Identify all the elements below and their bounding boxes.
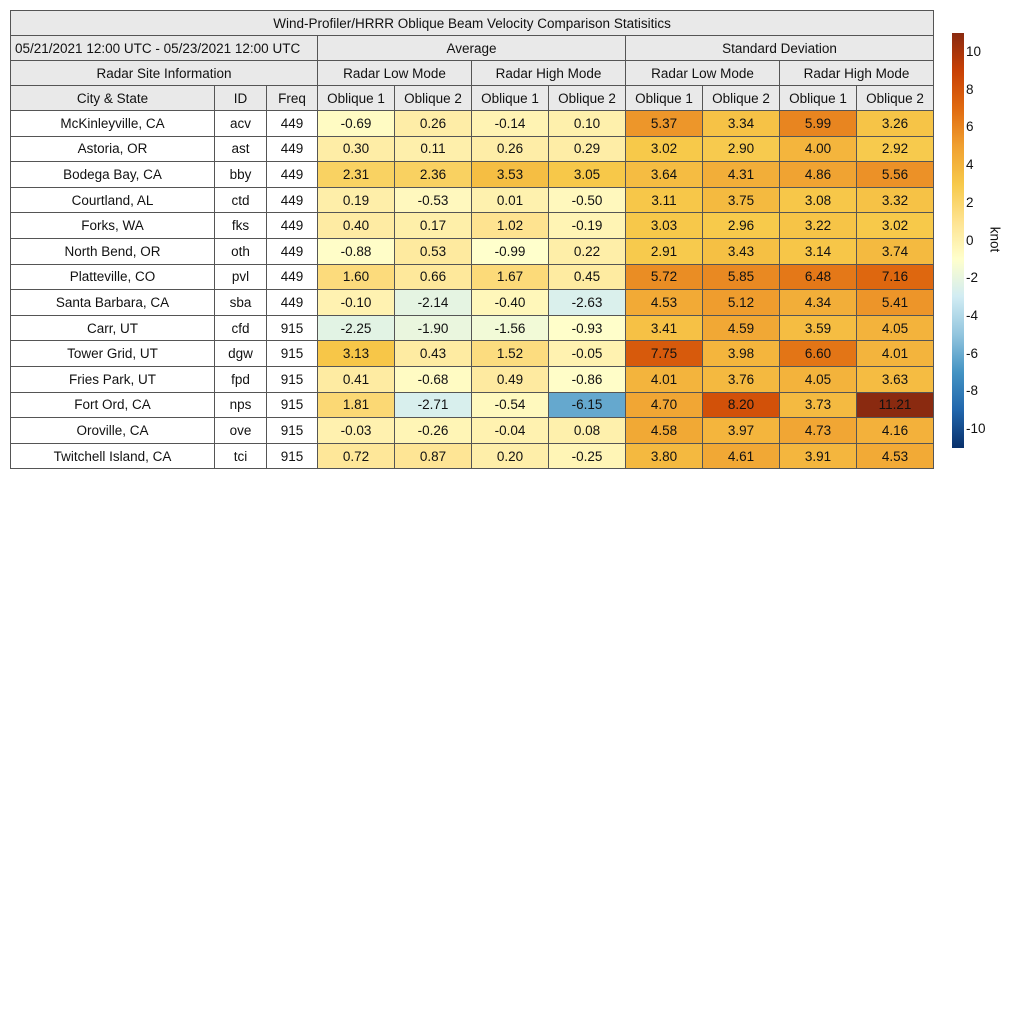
col-oblique2-header: Oblique 2	[395, 86, 472, 111]
col-city-header: City & State	[11, 86, 215, 111]
value-cell: 3.03	[626, 213, 703, 239]
value-cell: 5.12	[703, 290, 780, 316]
group-std-header: Standard Deviation	[626, 36, 934, 61]
value-cell: 0.30	[318, 136, 395, 162]
colorbar-tick-label: 0	[966, 232, 974, 248]
value-cell: -0.86	[549, 366, 626, 392]
value-cell: 3.53	[472, 162, 549, 188]
value-cell: -2.71	[395, 392, 472, 418]
value-cell: -0.25	[549, 443, 626, 469]
value-cell: 1.02	[472, 213, 549, 239]
value-cell: 4.31	[703, 162, 780, 188]
table-row	[11, 315, 934, 341]
date-range: 05/21/2021 12:00 UTC - 05/23/2021 12:00 UTC	[11, 36, 318, 61]
table-row	[11, 392, 934, 418]
avg-high-mode-header: Radar High Mode	[472, 61, 626, 86]
value-cell: -0.03	[318, 418, 395, 444]
site-city-cell: Forks, WA	[11, 213, 215, 239]
site-id-cell: ast	[215, 136, 267, 162]
value-cell: 0.49	[472, 366, 549, 392]
site-id-cell: oth	[215, 238, 267, 264]
value-cell: -2.25	[318, 315, 395, 341]
value-cell: 3.08	[780, 187, 857, 213]
value-cell: 3.75	[703, 187, 780, 213]
value-cell: -6.15	[549, 392, 626, 418]
value-cell: 4.34	[780, 290, 857, 316]
col-oblique2-header: Oblique 2	[549, 86, 626, 111]
site-id-cell: cfd	[215, 315, 267, 341]
value-cell: 3.97	[703, 418, 780, 444]
value-cell: 0.08	[549, 418, 626, 444]
site-city-cell: McKinleyville, CA	[11, 111, 215, 137]
value-cell: -0.26	[395, 418, 472, 444]
value-cell: -0.69	[318, 111, 395, 137]
site-id-cell: ove	[215, 418, 267, 444]
value-cell: 0.43	[395, 341, 472, 367]
colorbar-tick-label: 6	[966, 119, 974, 135]
value-cell: 11.21	[857, 392, 934, 418]
site-freq-cell: 449	[267, 111, 318, 137]
value-cell: 2.31	[318, 162, 395, 188]
value-cell: 7.16	[857, 264, 934, 290]
value-cell: 3.64	[626, 162, 703, 188]
site-freq-cell: 449	[267, 213, 318, 239]
col-oblique1-header: Oblique 1	[626, 86, 703, 111]
value-cell: 0.40	[318, 213, 395, 239]
avg-low-mode-header: Radar Low Mode	[318, 61, 472, 86]
site-freq-cell: 449	[267, 187, 318, 213]
value-cell: 3.22	[780, 213, 857, 239]
colorbar-tick-label: -10	[966, 421, 986, 437]
site-freq-cell: 449	[267, 162, 318, 188]
colorbar-unit-label: knot	[987, 226, 1003, 253]
col-oblique2-header: Oblique 2	[857, 86, 934, 111]
value-cell: 3.02	[857, 213, 934, 239]
colorbar	[952, 33, 964, 448]
value-cell: 4.53	[857, 443, 934, 469]
value-cell: -2.14	[395, 290, 472, 316]
value-cell: 5.56	[857, 162, 934, 188]
colorbar-tick-label: 10	[966, 43, 982, 59]
table-row	[11, 162, 934, 188]
value-cell: 4.05	[780, 366, 857, 392]
site-id-cell: pvl	[215, 264, 267, 290]
site-id-cell: nps	[215, 392, 267, 418]
table-row	[11, 213, 934, 239]
value-cell: 0.26	[395, 111, 472, 137]
value-cell: 0.17	[395, 213, 472, 239]
site-city-cell: Oroville, CA	[11, 418, 215, 444]
value-cell: 0.01	[472, 187, 549, 213]
colorbar-tick-label: -4	[966, 307, 979, 323]
value-cell: 3.26	[857, 111, 934, 137]
table-row	[11, 111, 934, 137]
value-cell: 3.98	[703, 341, 780, 367]
value-cell: 5.99	[780, 111, 857, 137]
value-cell: -0.93	[549, 315, 626, 341]
value-cell: 0.66	[395, 264, 472, 290]
colorbar-tick-label: -2	[966, 270, 979, 286]
value-cell: 0.41	[318, 366, 395, 392]
value-cell: 6.60	[780, 341, 857, 367]
value-cell: 3.13	[318, 341, 395, 367]
site-city-cell: Fort Ord, CA	[11, 392, 215, 418]
value-cell: -0.14	[472, 111, 549, 137]
statistics-table	[10, 10, 934, 469]
site-freq-cell: 915	[267, 443, 318, 469]
site-city-cell: Santa Barbara, CA	[11, 290, 215, 316]
value-cell: 4.16	[857, 418, 934, 444]
col-id-header: ID	[215, 86, 267, 111]
value-cell: -0.99	[472, 238, 549, 264]
site-id-cell: fks	[215, 213, 267, 239]
value-cell: 0.45	[549, 264, 626, 290]
value-cell: 2.96	[703, 213, 780, 239]
value-cell: 4.00	[780, 136, 857, 162]
table-row	[11, 366, 934, 392]
value-cell: 5.72	[626, 264, 703, 290]
value-cell: 3.59	[780, 315, 857, 341]
group-average-header: Average	[318, 36, 626, 61]
site-info-header: Radar Site Information	[11, 61, 318, 86]
site-id-cell: acv	[215, 111, 267, 137]
value-cell: 4.05	[857, 315, 934, 341]
site-id-cell: bby	[215, 162, 267, 188]
value-cell: -0.50	[549, 187, 626, 213]
value-cell: 2.92	[857, 136, 934, 162]
value-cell: 1.67	[472, 264, 549, 290]
std-high-mode-header: Radar High Mode	[780, 61, 934, 86]
value-cell: 2.90	[703, 136, 780, 162]
value-cell: -0.54	[472, 392, 549, 418]
value-cell: -0.68	[395, 366, 472, 392]
value-cell: 3.34	[703, 111, 780, 137]
value-cell: 0.72	[318, 443, 395, 469]
site-id-cell: dgw	[215, 341, 267, 367]
col-oblique2-header: Oblique 2	[703, 86, 780, 111]
value-cell: 4.73	[780, 418, 857, 444]
colorbar-tick-label: 2	[966, 194, 974, 210]
value-cell: 4.53	[626, 290, 703, 316]
table-row	[11, 290, 934, 316]
value-cell: 0.19	[318, 187, 395, 213]
site-freq-cell: 915	[267, 315, 318, 341]
value-cell: -1.90	[395, 315, 472, 341]
table-row	[11, 187, 934, 213]
site-freq-cell: 449	[267, 136, 318, 162]
site-city-cell: North Bend, OR	[11, 238, 215, 264]
value-cell: 0.53	[395, 238, 472, 264]
site-city-cell: Bodega Bay, CA	[11, 162, 215, 188]
value-cell: 4.61	[703, 443, 780, 469]
site-id-cell: fpd	[215, 366, 267, 392]
site-city-cell: Astoria, OR	[11, 136, 215, 162]
site-city-cell: Fries Park, UT	[11, 366, 215, 392]
value-cell: 3.74	[857, 238, 934, 264]
value-cell: 3.02	[626, 136, 703, 162]
colorbar-tick-label: 4	[966, 157, 974, 173]
value-cell: -0.19	[549, 213, 626, 239]
colorbar-tick-label: 8	[966, 81, 974, 97]
value-cell: 2.91	[626, 238, 703, 264]
site-freq-cell: 915	[267, 366, 318, 392]
value-cell: 0.22	[549, 238, 626, 264]
value-cell: 5.37	[626, 111, 703, 137]
value-cell: 3.43	[703, 238, 780, 264]
col-oblique1-header: Oblique 1	[472, 86, 549, 111]
value-cell: -0.88	[318, 238, 395, 264]
value-cell: -0.04	[472, 418, 549, 444]
site-city-cell: Platteville, CO	[11, 264, 215, 290]
value-cell: 4.86	[780, 162, 857, 188]
table-body	[11, 111, 934, 469]
value-cell: -0.10	[318, 290, 395, 316]
value-cell: 2.36	[395, 162, 472, 188]
value-cell: 4.59	[703, 315, 780, 341]
value-cell: 3.41	[626, 315, 703, 341]
table-row	[11, 264, 934, 290]
site-city-cell: Courtland, AL	[11, 187, 215, 213]
value-cell: 0.20	[472, 443, 549, 469]
value-cell: 4.01	[857, 341, 934, 367]
value-cell: 3.11	[626, 187, 703, 213]
table-row	[11, 136, 934, 162]
value-cell: -2.63	[549, 290, 626, 316]
value-cell: 4.58	[626, 418, 703, 444]
colorbar-tick-label: -6	[966, 345, 979, 361]
site-city-cell: Carr, UT	[11, 315, 215, 341]
value-cell: -0.05	[549, 341, 626, 367]
colorbar-tick-label: -8	[966, 383, 979, 399]
value-cell: 0.87	[395, 443, 472, 469]
value-cell: 8.20	[703, 392, 780, 418]
col-freq-header: Freq	[267, 86, 318, 111]
value-cell: 3.73	[780, 392, 857, 418]
value-cell: 4.70	[626, 392, 703, 418]
value-cell: 5.85	[703, 264, 780, 290]
site-freq-cell: 915	[267, 392, 318, 418]
value-cell: 0.29	[549, 136, 626, 162]
value-cell: 1.60	[318, 264, 395, 290]
site-city-cell: Twitchell Island, CA	[11, 443, 215, 469]
value-cell: 1.52	[472, 341, 549, 367]
value-cell: 0.11	[395, 136, 472, 162]
value-cell: 3.05	[549, 162, 626, 188]
value-cell: 3.63	[857, 366, 934, 392]
site-freq-cell: 449	[267, 290, 318, 316]
col-oblique1-header: Oblique 1	[780, 86, 857, 111]
site-id-cell: tci	[215, 443, 267, 469]
value-cell: 0.26	[472, 136, 549, 162]
table-row	[11, 418, 934, 444]
table-row	[11, 341, 934, 367]
table-row	[11, 443, 934, 469]
value-cell: 3.91	[780, 443, 857, 469]
value-cell: -0.40	[472, 290, 549, 316]
value-cell: 5.41	[857, 290, 934, 316]
site-freq-cell: 915	[267, 341, 318, 367]
site-city-cell: Tower Grid, UT	[11, 341, 215, 367]
value-cell: 3.14	[780, 238, 857, 264]
value-cell: 4.01	[626, 366, 703, 392]
value-cell: -0.53	[395, 187, 472, 213]
value-cell: 6.48	[780, 264, 857, 290]
std-low-mode-header: Radar Low Mode	[626, 61, 780, 86]
table-row	[11, 238, 934, 264]
col-oblique1-header: Oblique 1	[318, 86, 395, 111]
site-id-cell: sba	[215, 290, 267, 316]
value-cell: 3.80	[626, 443, 703, 469]
value-cell: -1.56	[472, 315, 549, 341]
site-freq-cell: 449	[267, 264, 318, 290]
value-cell: 7.75	[626, 341, 703, 367]
value-cell: 1.81	[318, 392, 395, 418]
table-title: Wind-Profiler/HRRR Oblique Beam Velocity Comparison Statisitics	[11, 11, 934, 36]
site-freq-cell: 915	[267, 418, 318, 444]
site-id-cell: ctd	[215, 187, 267, 213]
value-cell: 3.76	[703, 366, 780, 392]
value-cell: 0.10	[549, 111, 626, 137]
site-freq-cell: 449	[267, 238, 318, 264]
value-cell: 3.32	[857, 187, 934, 213]
